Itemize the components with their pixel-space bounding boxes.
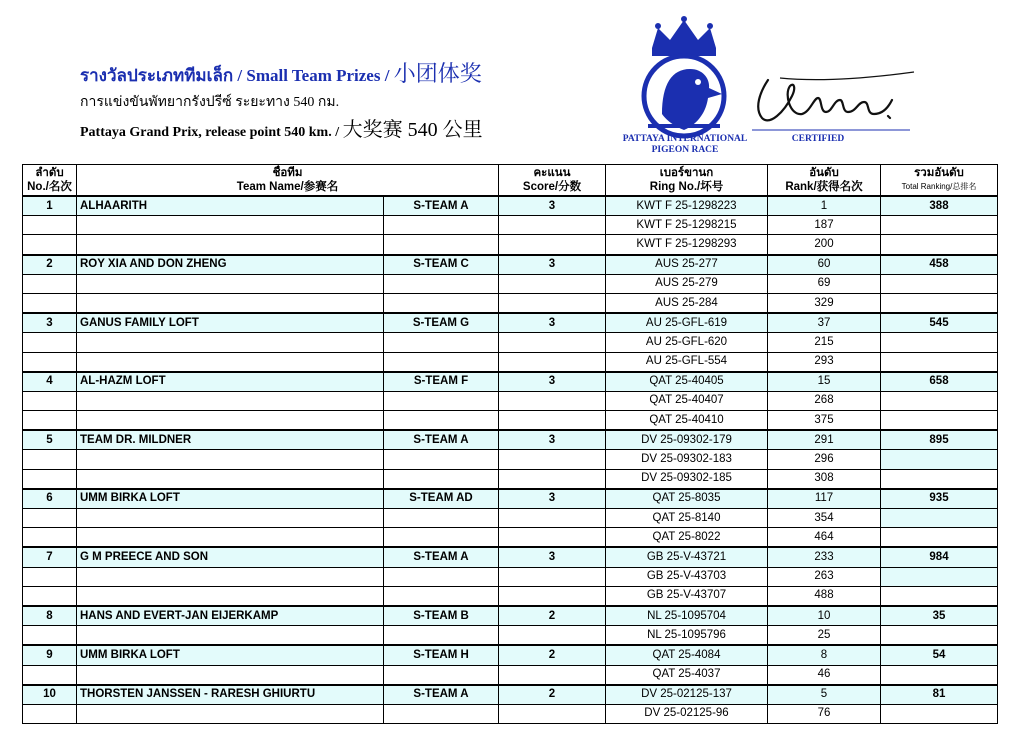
- bird-rank-cell: 8: [768, 645, 881, 665]
- score-cell: 3: [499, 255, 606, 275]
- bird-rank-cell: 268: [768, 391, 881, 410]
- signature-icon: [740, 68, 918, 134]
- rank-number-cell: 1: [23, 196, 77, 216]
- total-ranking-cell: [881, 235, 998, 255]
- team-name-cell: [77, 586, 384, 606]
- bird-rank-cell: 200: [768, 235, 881, 255]
- rank-number-cell: 2: [23, 255, 77, 275]
- total-ranking-cell: 35: [881, 606, 998, 626]
- score-cell: 3: [499, 313, 606, 333]
- total-ranking-cell: [881, 293, 998, 313]
- ring-number-cell: DV 25-02125-96: [606, 704, 768, 723]
- score-cell: [499, 293, 606, 313]
- score-cell: [499, 411, 606, 431]
- logo-text-line1: PATTAYA INTERNATIONAL: [622, 134, 748, 144]
- table-row: [23, 450, 998, 469]
- table-row: [23, 391, 998, 410]
- ring-number-cell: QAT 25-8140: [606, 509, 768, 528]
- team-code-cell: [384, 704, 499, 723]
- score-cell: [499, 509, 606, 528]
- rank-number-cell: [23, 586, 77, 606]
- rank-number-cell: 8: [23, 606, 77, 626]
- bird-rank-cell: 1: [768, 196, 881, 216]
- ring-number-cell: AUS 25-277: [606, 255, 768, 275]
- score-cell: 3: [499, 547, 606, 567]
- score-cell: [499, 567, 606, 586]
- score-cell: [499, 704, 606, 723]
- rank-number-cell: [23, 626, 77, 646]
- score-cell: 3: [499, 489, 606, 509]
- score-cell: 2: [499, 606, 606, 626]
- team-name-cell: G M PREECE AND SON: [77, 547, 384, 567]
- rank-number-cell: [23, 391, 77, 410]
- ring-number-cell: QAT 25-8035: [606, 489, 768, 509]
- team-code-cell: [384, 567, 499, 586]
- team-name-cell: [77, 293, 384, 313]
- bird-rank-cell: 37: [768, 313, 881, 333]
- ring-number-cell: KWT F 25-1298293: [606, 235, 768, 255]
- bird-rank-cell: 69: [768, 274, 881, 293]
- col-score: คะแนน Score/分数: [499, 165, 606, 197]
- bird-rank-cell: 187: [768, 216, 881, 235]
- table-row: [23, 411, 998, 431]
- logo-caption: [600, 134, 770, 156]
- team-name-cell: GANUS FAMILY LOFT: [77, 313, 384, 333]
- table-row: [23, 489, 998, 509]
- total-ranking-cell: [881, 469, 998, 489]
- bird-rank-cell: 76: [768, 704, 881, 723]
- score-cell: [499, 391, 606, 410]
- score-cell: 3: [499, 372, 606, 392]
- rank-number-cell: 4: [23, 372, 77, 392]
- table-row: [23, 665, 998, 685]
- team-name-cell: TEAM DR. MILDNER: [77, 430, 384, 450]
- total-ranking-cell: 545: [881, 313, 998, 333]
- table-row: [23, 430, 998, 450]
- team-code-cell: S-TEAM G: [384, 313, 499, 333]
- table-row: [23, 704, 998, 723]
- logo-text-line2: PIGEON RACE: [651, 145, 719, 155]
- table-row: [23, 586, 998, 606]
- total-ranking-cell: [881, 274, 998, 293]
- table-row: [23, 196, 998, 216]
- total-ranking-cell: [881, 528, 998, 548]
- table-row: [23, 685, 998, 705]
- team-code-cell: [384, 235, 499, 255]
- team-name-cell: [77, 626, 384, 646]
- rank-number-cell: 5: [23, 430, 77, 450]
- table-row: [23, 567, 998, 586]
- ring-number-cell: QAT 25-40410: [606, 411, 768, 431]
- team-name-cell: ROY XIA AND DON ZHENG: [77, 255, 384, 275]
- rank-number-cell: [23, 450, 77, 469]
- certified-label: CERTIFIED: [791, 134, 845, 144]
- table-row: [23, 547, 998, 567]
- team-name-cell: [77, 391, 384, 410]
- ring-number-cell: AU 25-GFL-620: [606, 333, 768, 352]
- ring-number-cell: AU 25-GFL-619: [606, 313, 768, 333]
- total-ranking-cell: [881, 391, 998, 410]
- team-name-cell: UMM BIRKA LOFT: [77, 645, 384, 665]
- team-code-cell: [384, 352, 499, 372]
- ring-number-cell: GB 25-V-43721: [606, 547, 768, 567]
- team-code-cell: [384, 586, 499, 606]
- ring-number-cell: KWT F 25-1298215: [606, 216, 768, 235]
- team-name-cell: [77, 450, 384, 469]
- table-row: [23, 313, 998, 333]
- team-code-cell: S-TEAM A: [384, 685, 499, 705]
- bird-rank-cell: 15: [768, 372, 881, 392]
- team-code-cell: S-TEAM B: [384, 606, 499, 626]
- rank-number-cell: [23, 704, 77, 723]
- score-cell: [499, 333, 606, 352]
- rank-number-cell: [23, 411, 77, 431]
- bird-rank-cell: 293: [768, 352, 881, 372]
- results-table: [22, 164, 998, 724]
- team-code-cell: S-TEAM A: [384, 196, 499, 216]
- table-row: [23, 274, 998, 293]
- rank-number-cell: 7: [23, 547, 77, 567]
- score-cell: [499, 274, 606, 293]
- team-code-cell: [384, 509, 499, 528]
- ring-number-cell: DV 25-09302-185: [606, 469, 768, 489]
- rank-number-cell: 9: [23, 645, 77, 665]
- total-ranking-cell: 458: [881, 255, 998, 275]
- score-cell: [499, 450, 606, 469]
- ring-number-cell: AUS 25-279: [606, 274, 768, 293]
- total-ranking-cell: 895: [881, 430, 998, 450]
- bird-rank-cell: 329: [768, 293, 881, 313]
- team-code-cell: S-TEAM A: [384, 430, 499, 450]
- team-name-cell: AL-HAZM LOFT: [77, 372, 384, 392]
- ring-number-cell: NL 25-1095796: [606, 626, 768, 646]
- team-name-cell: [77, 235, 384, 255]
- rank-number-cell: 10: [23, 685, 77, 705]
- total-ranking-cell: [881, 626, 998, 646]
- table-row: [23, 606, 998, 626]
- rank-number-cell: [23, 235, 77, 255]
- team-code-cell: [384, 665, 499, 685]
- team-name-cell: [77, 665, 384, 685]
- rank-number-cell: [23, 216, 77, 235]
- ring-number-cell: QAT 25-4037: [606, 665, 768, 685]
- col-total-ranking: รวมอันดับ Total Ranking/总排名: [881, 165, 998, 197]
- bird-rank-cell: 291: [768, 430, 881, 450]
- table-row: [23, 509, 998, 528]
- title-chinese: 小团体奖: [393, 61, 482, 86]
- total-ranking-cell: [881, 586, 998, 606]
- total-ranking-cell: 81: [881, 685, 998, 705]
- rank-number-cell: 3: [23, 313, 77, 333]
- table-row: [23, 352, 998, 372]
- total-ranking-cell: [881, 704, 998, 723]
- ring-number-cell: GB 25-V-43703: [606, 567, 768, 586]
- ring-number-cell: DV 25-09302-183: [606, 450, 768, 469]
- ring-number-cell: KWT F 25-1298223: [606, 196, 768, 216]
- page-title: [80, 62, 620, 88]
- table-row: [23, 235, 998, 255]
- team-code-cell: [384, 469, 499, 489]
- ring-number-cell: GB 25-V-43707: [606, 586, 768, 606]
- score-cell: [499, 216, 606, 235]
- team-name-cell: [77, 411, 384, 431]
- team-name-cell: UMM BIRKA LOFT: [77, 489, 384, 509]
- score-cell: [499, 528, 606, 548]
- team-name-cell: HANS AND EVERT-JAN EIJERKAMP: [77, 606, 384, 626]
- rank-number-cell: [23, 509, 77, 528]
- team-name-cell: [77, 567, 384, 586]
- team-code-cell: [384, 391, 499, 410]
- team-code-cell: [384, 450, 499, 469]
- team-code-cell: S-TEAM F: [384, 372, 499, 392]
- bird-rank-cell: 296: [768, 450, 881, 469]
- table-row: [23, 293, 998, 313]
- total-ranking-cell: 935: [881, 489, 998, 509]
- ring-number-cell: DV 25-09302-179: [606, 430, 768, 450]
- rank-number-cell: [23, 665, 77, 685]
- col-ring-no: เบอร์ขานก Ring No./坏号: [606, 165, 768, 197]
- ring-number-cell: QAT 25-8022: [606, 528, 768, 548]
- score-cell: 2: [499, 685, 606, 705]
- total-ranking-cell: [881, 352, 998, 372]
- total-ranking-cell: [881, 411, 998, 431]
- subtitle-thai: การแข่งขันพัทยากรังปรีซ์ ระยะทาง 540 กม.: [80, 95, 340, 110]
- team-name-cell: [77, 274, 384, 293]
- bird-rank-cell: 46: [768, 665, 881, 685]
- table-row: [23, 469, 998, 489]
- team-name-cell: [77, 509, 384, 528]
- ring-number-cell: QAT 25-4084: [606, 645, 768, 665]
- team-name-cell: [77, 216, 384, 235]
- ring-number-cell: NL 25-1095704: [606, 606, 768, 626]
- table-header-row: [23, 165, 998, 197]
- bird-rank-cell: 354: [768, 509, 881, 528]
- bird-rank-cell: 464: [768, 528, 881, 548]
- score-cell: [499, 235, 606, 255]
- team-code-cell: [384, 274, 499, 293]
- score-cell: [499, 626, 606, 646]
- score-cell: [499, 469, 606, 489]
- total-ranking-cell: [881, 509, 998, 528]
- team-name-cell: ALHAARITH: [77, 196, 384, 216]
- total-ranking-cell: [881, 450, 998, 469]
- rank-number-cell: 6: [23, 489, 77, 509]
- table-row: [23, 255, 998, 275]
- score-cell: 3: [499, 430, 606, 450]
- rank-number-cell: [23, 333, 77, 352]
- subtitle-chinese: 大奖赛 540 公里: [342, 119, 483, 141]
- score-cell: [499, 665, 606, 685]
- team-code-cell: S-TEAM C: [384, 255, 499, 275]
- team-code-cell: [384, 626, 499, 646]
- total-ranking-cell: 388: [881, 196, 998, 216]
- col-team-name: ชื่อทีม Team Name/参赛名: [77, 165, 499, 197]
- team-name-cell: [77, 704, 384, 723]
- bird-rank-cell: 375: [768, 411, 881, 431]
- team-name-cell: [77, 333, 384, 352]
- rank-number-cell: [23, 352, 77, 372]
- total-ranking-cell: [881, 567, 998, 586]
- team-name-cell: [77, 528, 384, 548]
- table-row: [23, 216, 998, 235]
- table-row: [23, 372, 998, 392]
- score-cell: 3: [499, 196, 606, 216]
- bird-rank-cell: 215: [768, 333, 881, 352]
- total-ranking-cell: 54: [881, 645, 998, 665]
- team-code-cell: S-TEAM AD: [384, 489, 499, 509]
- team-name-cell: [77, 469, 384, 489]
- total-ranking-cell: [881, 216, 998, 235]
- team-code-cell: S-TEAM H: [384, 645, 499, 665]
- ring-number-cell: DV 25-02125-137: [606, 685, 768, 705]
- ring-number-cell: AUS 25-284: [606, 293, 768, 313]
- bird-rank-cell: 263: [768, 567, 881, 586]
- team-code-cell: [384, 216, 499, 235]
- col-no: ลำดับ No./名次: [23, 165, 77, 197]
- bird-rank-cell: 60: [768, 255, 881, 275]
- total-ranking-cell: 984: [881, 547, 998, 567]
- ring-number-cell: QAT 25-40405: [606, 372, 768, 392]
- subtitle-english: [80, 117, 620, 146]
- rank-number-cell: [23, 274, 77, 293]
- rank-number-cell: [23, 528, 77, 548]
- team-code-cell: [384, 528, 499, 548]
- rank-number-cell: [23, 567, 77, 586]
- team-code-cell: [384, 293, 499, 313]
- rank-number-cell: [23, 469, 77, 489]
- total-ranking-cell: [881, 665, 998, 685]
- bird-rank-cell: 233: [768, 547, 881, 567]
- results-body: [23, 196, 998, 724]
- bird-rank-cell: 10: [768, 606, 881, 626]
- document-header: [80, 62, 620, 146]
- table-row: [23, 528, 998, 548]
- team-code-cell: S-TEAM A: [384, 547, 499, 567]
- team-name-cell: THORSTEN JANSSEN - RARESH GHIURTU: [77, 685, 384, 705]
- team-code-cell: [384, 333, 499, 352]
- team-code-cell: [384, 411, 499, 431]
- bird-rank-cell: 488: [768, 586, 881, 606]
- team-name-cell: [77, 352, 384, 372]
- bird-rank-cell: 117: [768, 489, 881, 509]
- total-ranking-cell: [881, 333, 998, 352]
- table-row: [23, 333, 998, 352]
- ring-number-cell: QAT 25-40407: [606, 391, 768, 410]
- bird-rank-cell: 308: [768, 469, 881, 489]
- table-row: [23, 626, 998, 646]
- subtitle-english-text: Pattaya Grand Prix, release point 540 km. /: [80, 125, 343, 140]
- score-cell: 2: [499, 645, 606, 665]
- score-cell: [499, 352, 606, 372]
- rank-number-cell: [23, 293, 77, 313]
- score-cell: [499, 586, 606, 606]
- ring-number-cell: AU 25-GFL-554: [606, 352, 768, 372]
- col-rank: อันดับ Rank/获得名次: [768, 165, 881, 197]
- bird-rank-cell: 25: [768, 626, 881, 646]
- title-text: รางวัลประเภททีมเล็ก / Small Team Prizes /: [80, 66, 394, 85]
- total-ranking-cell: 658: [881, 372, 998, 392]
- table-row: [23, 645, 998, 665]
- bird-rank-cell: 5: [768, 685, 881, 705]
